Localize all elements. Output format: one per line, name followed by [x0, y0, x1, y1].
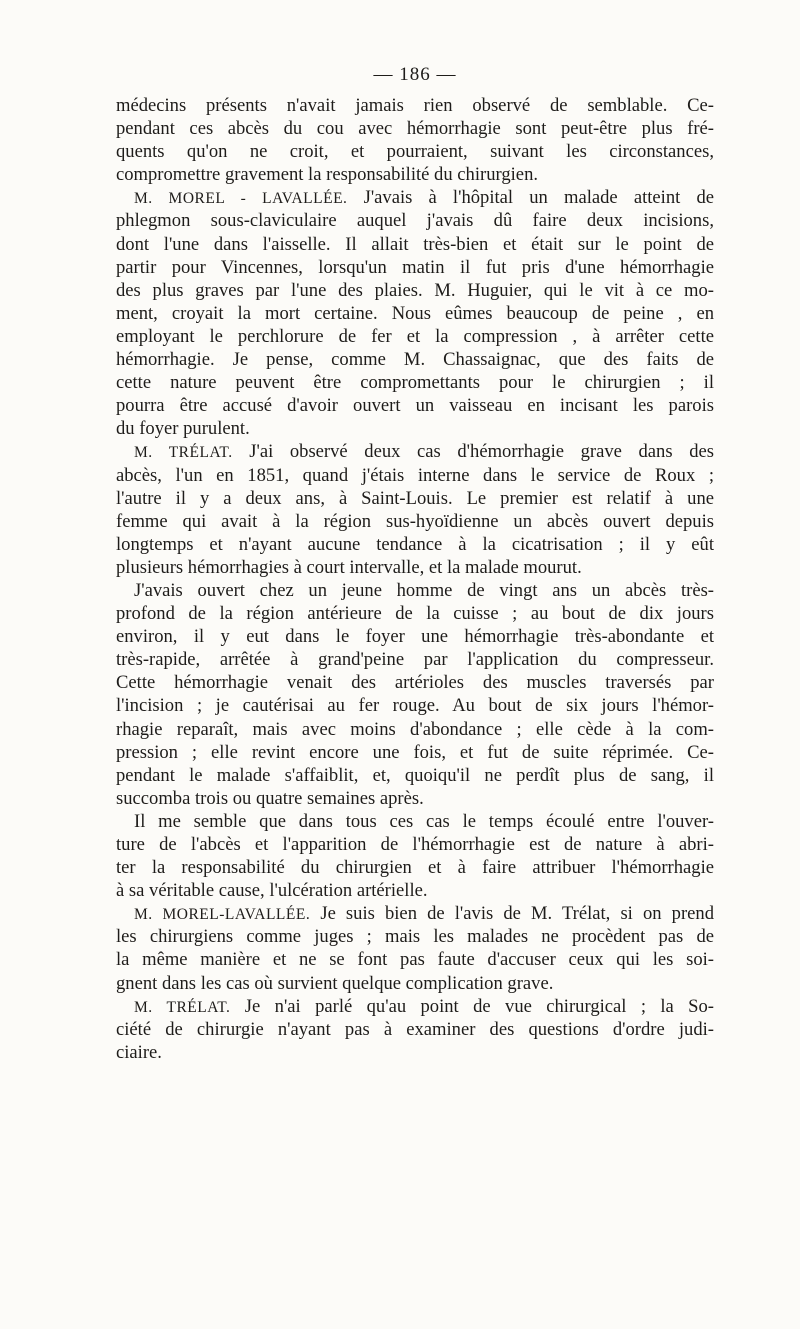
- text-line: [116, 440, 714, 463]
- text-line: [116, 648, 714, 671]
- text-line: [116, 209, 714, 232]
- line-text: profond de la région antérieure de la cuisse ; au bout de dix jours: [116, 603, 714, 625]
- text-line: [116, 1018, 714, 1041]
- line-text: ciété de chirurgie n'ayant pas à examiner des questions d'ordre judi-: [116, 1018, 714, 1040]
- text-line: [116, 995, 714, 1018]
- page-number: — 186 —: [373, 64, 457, 85]
- text-line: [116, 186, 714, 209]
- line-text: environ, il y eut dans le foyer une hémorrhagie très-abondante et: [116, 626, 714, 648]
- paragraph: [116, 186, 714, 440]
- line-text: très-rapide, arrêtée à grand'peine par l'application du compresseur.: [116, 649, 714, 671]
- text-line: [116, 510, 714, 533]
- text-line: [116, 140, 714, 163]
- line-text: plusieurs hémorrhagies à court intervalle, et la malade mourut.: [116, 556, 582, 578]
- book-page: [116, 62, 714, 1064]
- line-text: la même manière et ne se font pas faute d'accuser ceux qui les soi-: [116, 949, 714, 971]
- text-line: [116, 94, 714, 117]
- line-text: Il me semble que dans tous ces cas le temps écoulé entre l'ouver-: [134, 810, 714, 832]
- text-line: [116, 764, 714, 787]
- paragraph: [116, 579, 714, 810]
- text-line: [116, 579, 714, 602]
- text-line: [116, 325, 714, 348]
- text-line: [116, 879, 714, 902]
- text-line: [116, 856, 714, 879]
- line-text: employant le perchlorure de fer et la compression , à arrêter cette: [116, 325, 714, 347]
- line-text: phlegmon sous-claviculaire auquel j'avais dû faire deux incisions,: [116, 210, 714, 232]
- line-text: l'incision ; je cautérisai au fer rouge. Au bout de six jours l'hémor-: [116, 695, 714, 717]
- paragraph: [116, 440, 714, 579]
- line-text: ment, croyait la mort certaine. Nous eûmes beaucoup de peine , en: [116, 302, 714, 324]
- line-text: J'avais à l'hôpital un malade atteint de: [347, 187, 714, 209]
- line-text: quents qu'on ne croit, et pourraient, suivant les circonstances,: [116, 141, 714, 163]
- text-line: [116, 487, 714, 510]
- line-text: cette nature peuvent être compromettants pour le chirurgien ; il: [116, 372, 714, 394]
- line-text: abcès, l'un en 1851, quand j'étais interne dans le service de Roux ;: [116, 464, 714, 486]
- text-line: [116, 233, 714, 256]
- speaker-name: M. TRÉLAT.: [134, 444, 233, 462]
- text-line: [116, 371, 714, 394]
- line-text: médecins présents n'avait jamais rien observé de semblable. Ce-: [116, 95, 714, 116]
- line-text: succomba trois ou quatre semaines après.: [116, 787, 424, 809]
- text-line: [116, 671, 714, 694]
- text-line: [116, 902, 714, 925]
- line-text: J'ai observé deux cas d'hémorrhagie grave dans des: [232, 441, 714, 463]
- text-line: [116, 348, 714, 371]
- text-line: [116, 833, 714, 856]
- text-line: [116, 787, 714, 810]
- line-text: Je n'ai parlé qu'au point de vue chirurgical ; la So-: [230, 995, 714, 1017]
- line-text: J'avais ouvert chez un jeune homme de vingt ans un abcès très-: [134, 579, 714, 601]
- text-line: [116, 163, 714, 186]
- speaker-name: M. MOREL-LAVALLÉE.: [134, 906, 311, 924]
- paragraph: [116, 902, 714, 994]
- line-text: les chirurgiens comme juges ; mais les malades ne procèdent pas de: [116, 926, 714, 948]
- line-text: du foyer purulent.: [116, 418, 250, 440]
- paragraph: [116, 810, 714, 902]
- line-text: femme qui avait à la région sus-hyoïdienne un abcès ouvert depuis: [116, 510, 714, 532]
- text-line: [116, 256, 714, 279]
- text-line: [116, 925, 714, 948]
- line-text: ter la responsabilité du chirurgien et à faire attribuer l'hémorrhagie: [116, 857, 714, 879]
- text-line: [116, 394, 714, 417]
- text-line: [116, 279, 714, 302]
- line-text: dont l'une dans l'aisselle. Il allait très-bien et était sur le point de: [116, 233, 714, 255]
- line-text: à sa véritable cause, l'ulcération artérielle.: [116, 880, 428, 902]
- paragraph: [116, 995, 714, 1064]
- line-text: ciaire.: [116, 1041, 162, 1063]
- text-line: [116, 972, 714, 995]
- line-text: rhagie reparaît, mais avec moins d'abondance ; elle cède à la com-: [116, 718, 714, 740]
- line-text: pourra être accusé d'avoir ouvert un vaisseau en incisant les parois: [116, 395, 714, 417]
- line-text: Cette hémorrhagie venait des artérioles des muscles traversés par: [116, 672, 714, 694]
- line-text: hémorrhagie. Je pense, comme M. Chassaignac, que des faits de: [116, 349, 714, 371]
- body-text: [116, 94, 714, 1064]
- text-line: [116, 625, 714, 648]
- text-line: [116, 417, 714, 440]
- line-text: pendant le malade s'affaiblit, et, quoiqu'il ne perdît plus de sang, il: [116, 764, 714, 786]
- line-text: partir pour Vincennes, lorsqu'un matin il fut pris d'une hémorrhagie: [116, 256, 714, 278]
- line-text: gnent dans les cas où survient quelque complication grave.: [116, 972, 554, 994]
- text-line: [116, 533, 714, 556]
- speaker-name: M. MOREL - LAVALLÉE.: [134, 190, 348, 208]
- text-line: [116, 741, 714, 764]
- line-text: l'autre il y a deux ans, à Saint-Louis. Le premier est relatif à une: [116, 487, 714, 509]
- text-line: [116, 948, 714, 971]
- line-text: ture de l'abcès et l'apparition de l'hémorrhagie est de nature à abri-: [116, 834, 714, 855]
- speaker-name: M. TRÉLAT.: [134, 998, 231, 1016]
- line-text: Je suis bien de l'avis de M. Trélat, si on prend: [310, 903, 714, 925]
- text-line: [116, 302, 714, 325]
- line-text: pression ; elle revint encore une fois, et fut de suite réprimée. Ce-: [116, 741, 714, 763]
- text-line: [116, 602, 714, 625]
- text-line: [116, 810, 714, 833]
- text-line: [116, 464, 714, 487]
- line-text: longtemps et n'ayant aucune tendance à la cicatrisation ; il y eût: [116, 533, 714, 555]
- text-line: [116, 1041, 714, 1064]
- text-line: [116, 556, 714, 579]
- line-text: compromettre gravement la responsabilité du chirurgien.: [116, 164, 539, 186]
- paragraph: [116, 94, 714, 186]
- text-line: [116, 117, 714, 140]
- line-text: pendant ces abcès du cou avec hémorrhagie sont peut-être plus fré-: [116, 118, 714, 140]
- text-line: [116, 694, 714, 717]
- line-text: des plus graves par l'une des plaies. M. Huguier, qui le vit à ce mo-: [116, 279, 714, 301]
- text-line: [116, 718, 714, 741]
